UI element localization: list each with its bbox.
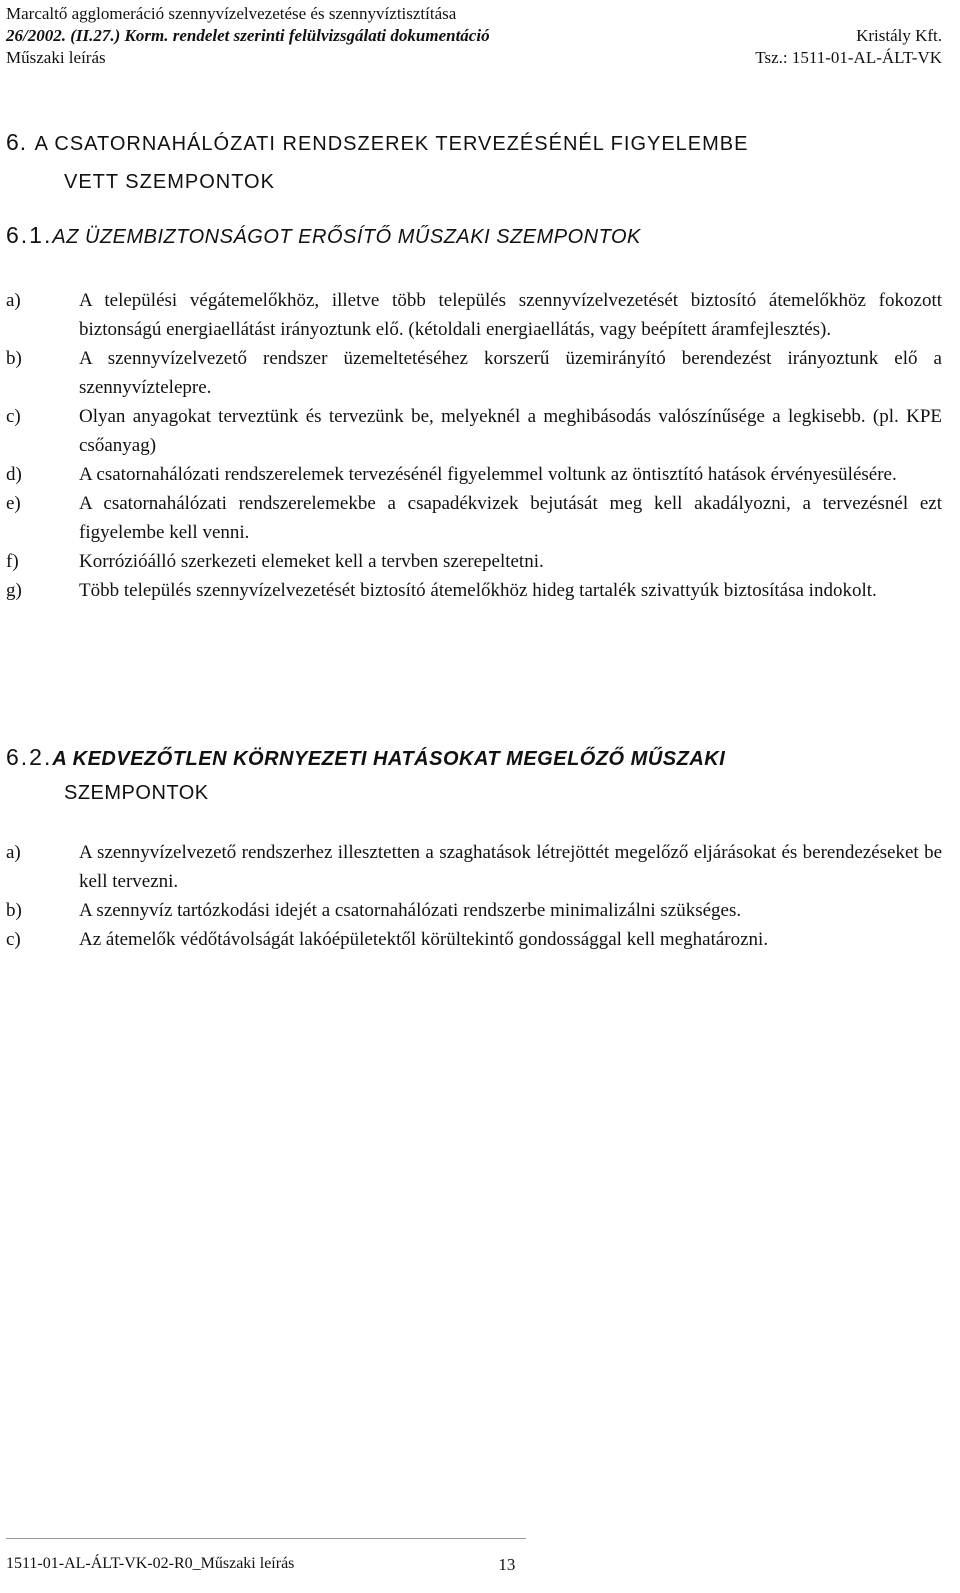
list-item-text: Korrózióálló szerkezeti elemeket kell a tervben szerepeltetni.: [79, 551, 544, 572]
header-project-title: Marcaltő agglomeráció szennyvízelvezetése és szennyvíztisztítása: [6, 4, 457, 23]
list-item: [6, 402, 942, 460]
list-item: [6, 896, 942, 925]
list-item: [6, 489, 942, 547]
section-6-2-title-line1: A KEDVEZŐTLEN KÖRNYEZETI HATÁSOKAT MEGELŐZŐ MŰSZAKI: [52, 748, 726, 770]
list-item-text: A szennyvízelvezető rendszer üzemeltetéséhez korszerű üzemirányító berendezést irányoztunk elő a szennyvíztelepre.: [79, 348, 942, 398]
list-item-marker: g): [6, 580, 22, 601]
section-6-1-list: [6, 286, 942, 605]
section-6-1-heading: [6, 222, 641, 249]
page-header: [6, 3, 942, 69]
page-number: 13: [498, 1555, 516, 1574]
header-regulation: 26/2002. (II.27.) Korm. rendelet szerinti felülvizsgálati dokumentáció: [6, 26, 490, 45]
list-item-text: A szennyvíz tartózkodási idejét a csatornahálózati rendszerbe minimalizálni szükséges.: [79, 900, 742, 921]
page-footer: [6, 1555, 515, 1575]
list-item: [6, 460, 942, 489]
footer-divider: [6, 1538, 526, 1539]
section-6-number: 6.: [6, 129, 28, 155]
list-item-text: A csatornahálózati rendszerelemekbe a csapadékvizek bejutását meg kell akadályozni, a tervezésnél ezt figyelembe kell venni.: [79, 493, 942, 543]
list-item-text: Olyan anyagokat terveztünk és tervezünk be, melyeknél a meghibásodás valószínűsége a legkisebb. (pl. KPE csőanyag): [79, 406, 942, 456]
list-item-marker: b): [6, 900, 22, 921]
header-doc-type: Műszaki leírás: [6, 48, 106, 67]
section-6-title-line1: A CSATORNAHÁLÓZATI RENDSZEREK TERVEZÉSÉNÉL FIGYELEMBE: [34, 133, 749, 155]
list-item-marker: a): [6, 290, 21, 311]
list-item-marker: c): [6, 406, 21, 427]
section-6-1-number: 6.1.: [6, 222, 53, 248]
header-company: Kristály Kft.: [856, 26, 942, 45]
section-6-2-heading: [6, 740, 942, 810]
list-item-text: Több település szennyvízelvezetését biztosító átemelőkhöz hideg tartalék szivattyúk biztosítása indokolt.: [79, 580, 877, 601]
list-item-text: A települési végátemelőkhöz, illetve több település szennyvízelvezetését biztosító átemelőkhöz fokozott biztonságú energiaellátást irányoztunk elő. (kétoldali energiaellátás, vagy beépített áramfejlesztés).: [79, 290, 942, 340]
section-6-2-number: 6.2.: [6, 744, 53, 770]
footer-doc-id: 1511-01-AL-ÁLT-VK-02-R0_Műszaki leírás: [6, 1555, 295, 1572]
list-item: [6, 286, 942, 344]
section-6-heading: [6, 124, 946, 200]
list-item-marker: f): [6, 551, 19, 572]
list-item-marker: b): [6, 348, 22, 369]
list-item-marker: c): [6, 929, 21, 950]
list-item: [6, 925, 942, 954]
list-item-marker: a): [6, 842, 21, 863]
section-6-2-title-line2: SZEMPONTOK: [64, 782, 209, 804]
list-item: [6, 547, 942, 576]
list-item-text: Az átemelők védőtávolságát lakóépületektől körültekintő gondossággal kell meghatározni.: [79, 929, 769, 950]
list-item: [6, 576, 942, 605]
list-item-marker: e): [6, 493, 21, 514]
list-item: [6, 344, 942, 402]
list-item-text: A csatornahálózati rendszerelemek tervezésénél figyelemmel voltunk az öntisztító hatások érvényesülésére.: [79, 464, 897, 485]
list-item: [6, 838, 942, 896]
list-item-text: A szennyvízelvezető rendszerhez illesztetten a szaghatások létrejöttét megelőző eljárásokat és berendezéseket be kell tervezni.: [79, 842, 942, 892]
section-6-1-title: AZ ÜZEMBIZTONSÁGOT ERŐSÍTŐ MŰSZAKI SZEMPONTOK: [52, 226, 641, 248]
section-6-2-list: [6, 838, 942, 954]
header-project-number: Tsz.: 1511-01-AL-ÁLT-VK: [755, 48, 942, 67]
section-6-title-line2: VETT SZEMPONTOK: [64, 171, 275, 193]
list-item-marker: d): [6, 464, 22, 485]
